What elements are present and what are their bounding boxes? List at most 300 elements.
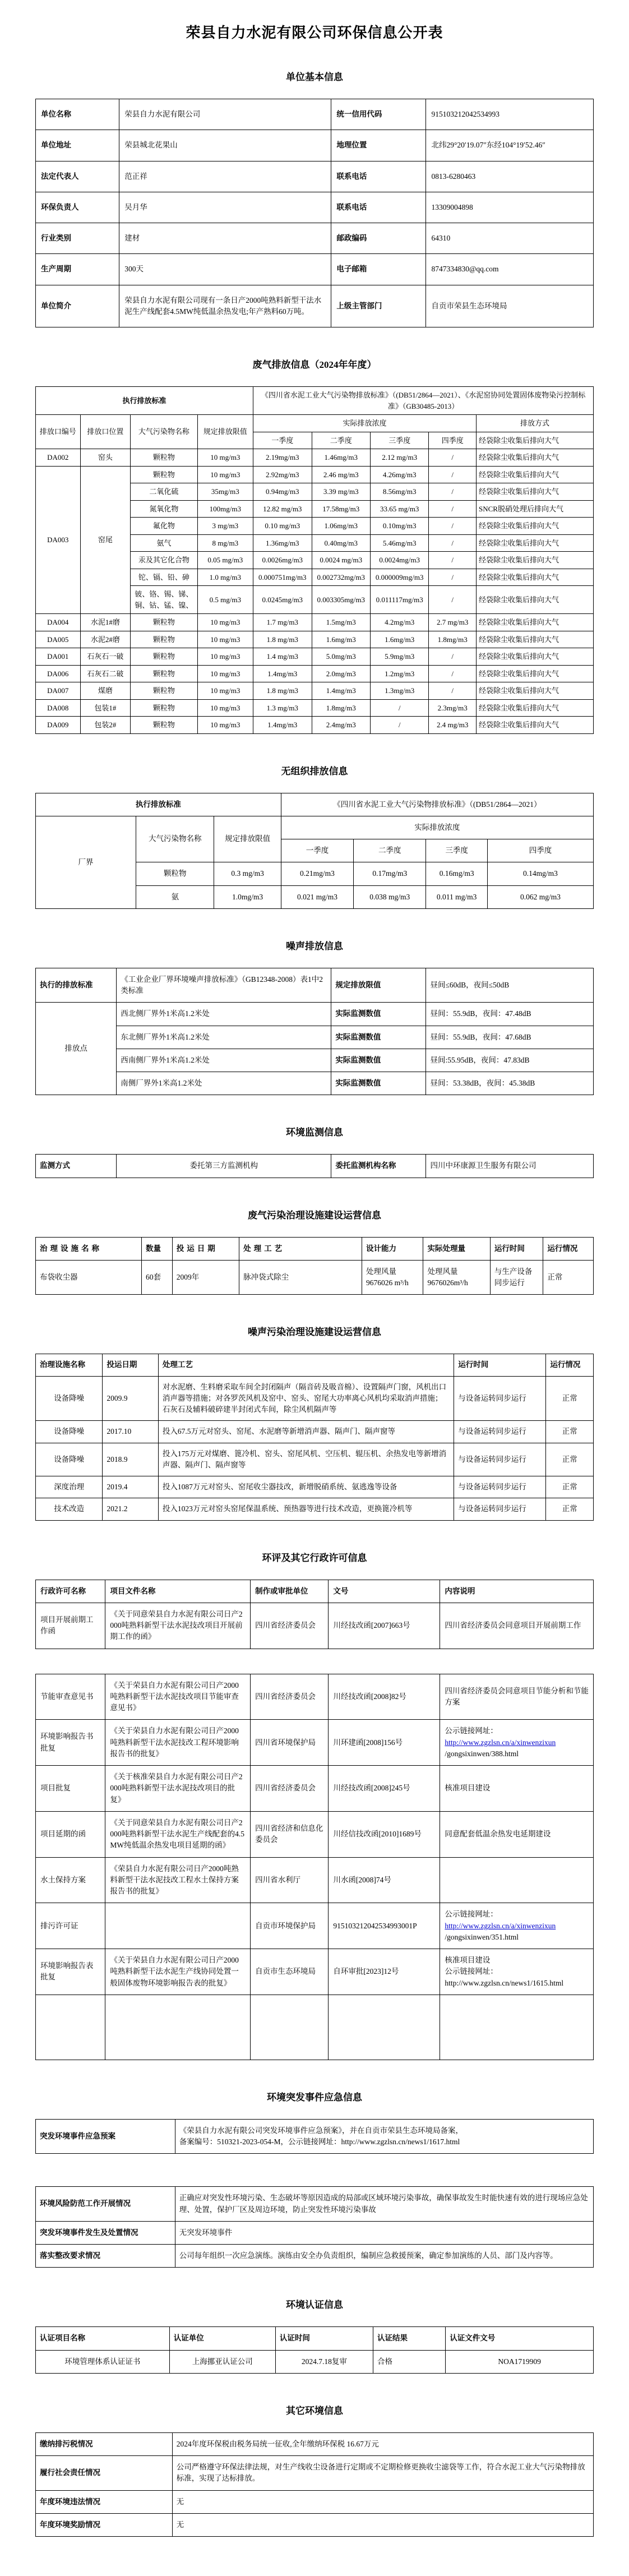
table-cell: 大气污染物名称 [136,816,214,862]
table-cell: 《关于荣县自力水泥有限公司日产2000吨熟料新型干法水泥生产线协同处置一般固体废物环境影响报告表的批复》 [105,1949,251,1995]
table-cell: 2.3mg/m3 [429,699,477,717]
other-env-tables [35,2432,594,2537]
table-row [36,717,594,734]
table-cell: 10 mg/m3 [197,631,253,648]
table-cell: 0.16mg/m3 [426,862,487,885]
exhaust-emission-table [35,386,594,734]
table-cell: 5.0mg/m3 [312,648,370,666]
section-exhaust-emission [35,357,594,734]
table-row [36,648,594,666]
table-row [36,1995,594,2060]
table-cell: 1.0 mg/m3 [197,569,253,586]
external-link[interactable]: http://www.zgzlsn.cn/a/xinwenzixun [445,1738,556,1747]
section-noise-emission [35,938,594,1096]
certification-table [35,2326,594,2374]
table-cell: 与设备运转同步运行 [454,1498,546,1520]
table-cell: 2024.7.18复审 [275,2350,373,2373]
table-cell: 四川省经济委员会同意项目节能分析和节能方案 [440,1674,594,1720]
table-cell: 正常 [543,1260,594,1295]
table-cell: 33.65 mg/m3 [370,500,428,518]
table-cell: 0813-6280463 [426,161,594,192]
table-cell: / [429,449,477,467]
table-cell: 2.19mg/m3 [253,449,312,467]
table-cell: 1.3 mg/m3 [253,699,312,717]
table-cell: 水泥2#磨 [80,631,131,648]
table-cell: 17.58mg/m3 [312,500,370,518]
noise-emission-table [35,968,594,1096]
table-cell: 四川省经济和信息化委员会 [251,1811,329,1857]
other-env-table [35,2432,594,2537]
table-cell: 2017.10 [103,1421,159,1443]
table-cell [423,1260,490,1295]
table-cell: 投入1087万元对窑头、窑尾收尘器技改，新增脱硝系统、氨逃逸等设备 [158,1476,454,1498]
table-cell: 四季度 [429,432,477,449]
table-cell: 0.0026mg/m3 [253,552,312,569]
table-cell: / [370,717,428,734]
text-segment: http://www.zgzlsn.cn/news1/1615.html [445,1978,564,1987]
table-cell: 一季度 [253,432,312,449]
table-cell: 深度治理 [36,1476,103,1498]
text-segment: 公示链接网址： [445,1910,498,1919]
table-cell: 10 mg/m3 [197,449,253,467]
table-cell: 300天 [119,254,331,285]
table-cell: DA001 [36,648,81,666]
table-cell: DA008 [36,699,81,717]
section-fugitive-emission [35,763,594,909]
table-cell: 内容说明 [440,1580,594,1603]
table-cell: 规定排放限值 [197,415,253,449]
table-cell: 2009年 [172,1260,239,1295]
section-certification [35,2297,594,2374]
table-cell: 64310 [426,223,594,254]
table-cell: 三季度 [426,839,487,862]
table-cell: 正常 [546,1443,594,1476]
table-cell: 8 mg/m3 [197,534,253,552]
text-segment: /gongsixinwen/388.html [445,1749,519,1758]
table-cell: 上级主管部门 [331,285,426,327]
table-cell [105,1903,251,1949]
table-cell: 0.038 mg/m3 [354,885,426,908]
eia-permits-table-1 [35,1580,594,1649]
table-cell: 0.0024 mg/m3 [312,552,370,569]
table-cell: 915103212042534993001P [329,1903,440,1949]
table-cell [440,1995,594,2060]
table-cell: 二季度 [312,432,370,449]
table-row [36,2221,594,2244]
table-cell: 10 mg/m3 [197,717,253,734]
table-row [36,1903,594,1949]
table-cell: 与设备运转同步运行 [454,1421,546,1443]
section-title: 单位基本信息 [286,72,343,82]
table-cell: 经袋除尘收集后排向大气 [477,569,594,586]
table-cell: 13309004898 [426,192,594,223]
table-cell: 0.000751mg/m3 [253,569,312,586]
table-row [36,2327,594,2350]
section-title: 环境监测信息 [286,1127,343,1138]
table-cell: 执行的排放标准 [36,968,117,1003]
eia-permits-table-2 [35,1674,594,2060]
page-title: 荣县自力水泥有限公司环保信息公开表 [186,25,443,41]
table-cell [440,1903,594,1949]
table-cell: / [370,699,428,717]
table-cell: 《关于同意荣县自力水泥有限公司日产2000吨熟料新型干法水泥技改项目开展前期工作的函》 [105,1603,251,1649]
table-cell [251,1995,329,2060]
table-cell: 0.003305mg/m3 [312,586,370,614]
table-cell: 颗粒物 [131,631,197,648]
table-cell: 0.3 mg/m3 [214,862,281,885]
table-cell: 核准项目建设 [440,1766,594,1812]
table-cell: 1.8 mg/m3 [253,631,312,648]
table-row [36,1421,594,1443]
table-cell: 实际监测数值 [331,1003,426,1026]
company-name: 荣县自力水泥有限公司 [119,99,331,130]
table-cell: 氨 [136,885,214,908]
table-cell: 公司每年组织一次应急演练。演练由安全办负责组织，编制应急救援预案，确定参加演练的人员、部门及内容等。 [175,2245,593,2268]
table-cell: 10 mg/m3 [197,466,253,483]
table-cell: 水土保持方案 [36,1857,105,1903]
table-row [36,1720,594,1766]
table-cell: 2019.4 [103,1476,159,1498]
table-cell: 经袋除尘收集后排向大气 [477,466,594,483]
table-cell: 1.36mg/m3 [253,534,312,552]
table-cell: 2.0mg/m3 [312,665,370,682]
table-cell: DA004 [36,614,81,631]
table-cell: 石灰石二破 [80,665,131,682]
table-row [36,2490,594,2513]
table-cell: 处理工艺 [158,1354,454,1376]
external-link[interactable]: http://www.zgzlsn.cn/a/xinwenzixun [445,1921,556,1930]
table-cell: 生产周期 [36,254,119,285]
table-cell: 1.6mg/m3 [312,631,370,648]
table-cell: 实际处理量 [423,1237,490,1260]
table-cell: 荣县自力水泥有限公司现有一条日产2000吨熟料新型干法水泥生产线配套4.5MW纯低温余热发电;年产熟料60万吨。 [119,285,331,327]
table-cell: 运行情况 [546,1354,594,1376]
table-cell: 1.4mg/m3 [253,717,312,734]
table-cell: 昼间≤60dB，夜间≤50dB [426,968,594,1003]
table-row [36,631,594,648]
table-row [36,1237,594,1260]
table-cell: 制作或审批单位 [251,1580,329,1603]
table-cell: 0.5 mg/m3 [197,586,253,614]
text-segment: 处理风量 [366,1267,397,1276]
emergency-tables [35,2119,594,2268]
table-cell: 三季度 [370,432,428,449]
table-cell: 颗粒物 [131,717,197,734]
table-cell: 电子邮箱 [331,254,426,285]
table-cell: 颗粒物 [131,665,197,682]
table-cell: 环保负责人 [36,192,119,223]
table-cell: 0.011 mg/m3 [426,885,487,908]
table-cell: 认证时间 [275,2327,373,2350]
table-row [36,1072,594,1095]
table-cell: 《四川省水泥工业大气污染物排放标准》（(DB51/2864—2021）、《水泥窑协同处置固体废物染污控制标准》（GB30485-2013） [253,387,594,415]
table-cell: 脉冲袋式除尘 [239,1260,362,1295]
table-cell: 包装2# [80,717,131,734]
table-row [36,665,594,682]
table-cell: 四季度 [487,839,593,862]
table-row [36,1476,594,1498]
table-row [36,1857,594,1903]
table-cell: 规定排放限值 [331,968,426,1003]
table-cell: 铊、镉、铅、砷 [131,569,197,586]
section-title: 废气排放信息（2024年年度） [252,359,377,370]
fugitive-emission-table [35,793,594,909]
table-cell: 四川省经济委员会 [251,1674,329,1720]
table-cell: 8.56mg/m3 [370,483,428,501]
table-cell: / [429,500,477,518]
table-cell: 颗粒物 [131,699,197,717]
table-cell: 排放口位置 [80,415,131,449]
noise-treatment-table [35,1354,594,1520]
table-row [36,449,594,467]
table-cell: 投运日期 [172,1237,239,1260]
table-row [36,1155,594,1178]
table-cell: 0.011117mg/m3 [370,586,428,614]
unit-basic-info-tables [35,99,594,327]
table-cell: 自贡市生态环境局 [251,1949,329,1995]
table-row [36,1580,594,1603]
table-cell: 厂界 [36,816,136,908]
text-segment: 处理风量 [427,1267,458,1276]
table-cell: 荣县城北花果山 [119,130,331,161]
table-cell: 突发环境事件发生及处置情况 [36,2221,175,2244]
table-cell: 四川省经济委员会 [251,1766,329,1812]
table-cell: 运行时间 [490,1237,543,1260]
table-cell: 5.46mg/m3 [370,534,428,552]
table-cell: 治理设施名称 [36,1237,142,1260]
table-cell: 1.46mg/m3 [312,449,370,467]
section-eia-permits [35,1550,594,2060]
table-row [36,1674,594,1720]
table-cell: 项目开展前期工作函 [36,1603,105,1649]
table-cell: 经袋除尘收集后排向大气 [477,518,594,535]
table-cell: 0.021 mg/m3 [281,885,353,908]
table-cell: 经袋除尘收集后排向大气 [477,682,594,700]
table-cell: 环境风险防范工作开展情况 [36,2187,175,2222]
table-row [36,2513,594,2536]
table-cell: 正常 [546,1376,594,1421]
table-row [36,2245,594,2268]
section-title: 无组织排放信息 [281,765,348,777]
table-cell: 实际监测数值 [331,1049,426,1072]
table-cell [329,1995,440,2060]
table-cell: 合格 [373,2350,445,2373]
table-cell: 2009.9 [103,1376,159,1421]
table-cell: 川水函[2008]74号 [329,1857,440,1903]
table-cell: 1.5mg/m3 [312,614,370,631]
table-cell: 节能审查意见书 [36,1674,105,1720]
gas-treatment-tables [35,1237,594,1295]
table-row [36,2119,594,2154]
table-cell: 0.000009mg/m3 [370,569,428,586]
table-row [36,1376,594,1421]
text-segment: 公示链接网址： [445,1726,498,1735]
table-cell: 对水泥磨、生料磨采取车间全封闭隔声（隔音砖及吸音棉）、设置隔声门窗，风机出口消声器等措施；对各罗茨风机及窑中、窑头、窑尾大功率离心风机均采取消声措施；石灰石及辅料破碎建半封闭式车间，除尘风机隔声等 [158,1376,454,1421]
table-cell: 2.4mg/m3 [312,717,370,734]
text-segment: 《荣县自力水泥有限公司突发环境事件应急预案》，并在自贡市荣县生态环境局备案， [179,2126,463,2135]
table-cell: 水泥1#磨 [80,614,131,631]
table-cell: 自环审批[2023]12号 [329,1949,440,1995]
table-cell: 委托第三方监测机构 [117,1155,331,1178]
table-row [36,1443,594,1476]
table-cell: 经袋除尘收集后排向大气 [477,699,594,717]
noise-emission-tables [35,968,594,1096]
table-row [36,387,594,415]
table-cell [440,1949,594,1995]
table-cell: 单位简介 [36,285,119,327]
table-cell: 经袋除尘收集后排向大气 [477,483,594,501]
table-row [36,415,594,432]
table-cell: 实际监测数值 [331,1072,426,1095]
table-cell: 3 mg/m3 [197,518,253,535]
table-cell: 0.40mg/m3 [312,534,370,552]
table-cell: 汞及其它化合物 [131,552,197,569]
table-cell: 4.2mg/m3 [370,614,428,631]
table-cell [440,1857,594,1903]
table-cell: 统一信用代码 [331,99,426,130]
section-title: 噪声污染治理设施建设运营信息 [248,1327,381,1338]
table-cell: / [429,648,477,666]
table-row [36,2432,594,2455]
table-cell: 实际排放浓度 [253,415,477,432]
table-cell: 1.6mg/m3 [370,631,428,648]
table-cell: 3.39 mg/m3 [312,483,370,501]
table-row [36,192,594,223]
table-cell: 无 [172,2513,593,2536]
table-cell: NOA1719909 [446,2350,594,2373]
text-segment: 公示链接网址： [445,1967,498,1976]
table-cell: 联系电话 [331,161,426,192]
table-cell: 《关于同意荣县自力水泥有限公司日产2000吨熟料新型干法水泥生产线配套的4.5MW纯低温余热发电项目延期的函》 [105,1811,251,1857]
section-emergency [35,2089,594,2268]
table-cell [362,1260,423,1295]
table-cell: 与设备运转同步运行 [454,1476,546,1498]
table-cell: 4.26mg/m3 [370,466,428,483]
noise-treatment-tables [35,1354,594,1520]
table-cell: 10 mg/m3 [197,699,253,717]
table-cell: 布袋收尘器 [36,1260,142,1295]
table-cell: / [429,569,477,586]
emergency-detail-table [35,2186,594,2268]
table-cell: 经袋除尘收集后排向大气 [477,717,594,734]
table-cell: 昼间：55.9dB，夜间：47.48dB [426,1003,594,1026]
table-cell: 0.062 mg/m3 [487,885,593,908]
table-cell: 1.4mg/m3 [253,665,312,682]
table-cell: 正常 [546,1498,594,1520]
certification-tables [35,2326,594,2374]
table-row [36,968,594,1003]
table-cell [175,2119,593,2154]
table-cell: 委托监测机构名称 [331,1155,426,1178]
table-cell: DA003 [36,466,81,614]
table-cell: 年度环境违法情况 [36,2490,173,2513]
text-segment: 9676026 m³/h [366,1278,409,1287]
table-cell: 10 mg/m3 [197,665,253,682]
table-cell: 正确应对突发性环境污染、生态破坏等原因造成的局部或区域环境污染事故，确保事故发生时能快速有效的进行现场应急处理、处置，保护厂区及周边环境，防止突发性环境污染事故 [175,2187,593,2222]
table-cell: 运行时间 [454,1354,546,1376]
table-cell: 10 mg/m3 [197,648,253,666]
table-row [36,1260,594,1295]
section-title: 噪声排放信息 [286,940,343,952]
table-cell: 无 [172,2490,593,2513]
table-cell: 川经信技改函[2010]1689号 [329,1811,440,1857]
table-cell: 行业类别 [36,223,119,254]
table-cell: 北纬29°20′19.07″东经104°19′52.46″ [426,130,594,161]
table-row [36,130,594,161]
table-cell: 数量 [142,1237,173,1260]
table-cell: 川环建函[2008]156号 [329,1720,440,1766]
section-unit-basic-info [35,69,594,327]
table-cell: 《工业企业厂界环境噪声排放标准》（GB12348-2008）表1中2类标准 [117,968,331,1003]
table-cell: 2.46 mg/m3 [312,466,370,483]
table-cell: 年度环境奖励情况 [36,2513,173,2536]
table-row [36,254,594,285]
table-cell: 监测方式 [36,1155,117,1178]
table-cell: 治理设施名称 [36,1354,103,1376]
table-cell: 西南侧厂界外1米高1.2米处 [117,1049,331,1072]
table-cell: 项目批复 [36,1766,105,1812]
text-segment: 备案编号：510321-2023-054-M，公示链接网址：http://www.zgzlsn.cn/news1/1617.html [179,2138,460,2146]
table-cell: 与设备运转同步运行 [454,1443,546,1476]
table-cell: / [429,665,477,682]
table-cell: 实际排放浓度 [281,816,593,839]
table-cell: 氨气 [131,534,197,552]
section-title: 废气污染治理设施建设运营信息 [248,1209,381,1221]
table-cell: 昼间：53.38dB，夜间：45.38dB [426,1072,594,1095]
table-cell: 排污许可证 [36,1903,105,1949]
table-row [36,161,594,192]
fugitive-emission-tables [35,793,594,909]
table-cell: DA005 [36,631,81,648]
table-cell: 环境管理体系认证证书 [36,2350,170,2373]
table-cell: 0.10 mg/m3 [253,518,312,535]
table-cell: 昼间：55.9dB，夜间：47.68dB [426,1026,594,1049]
table-cell: 邮政编码 [331,223,426,254]
table-cell: 0.002732mg/m3 [312,569,370,586]
table-cell: 设备降噪 [36,1376,103,1421]
section-gas-treatment-facilities [35,1207,594,1295]
table-cell: 颗粒物 [131,466,197,483]
table-cell: 2024年度环保税由税务局统一征收,全年缴纳环保税 16.67万元 [172,2432,593,2455]
table-cell: 经袋除尘收集后排向大气 [477,432,594,449]
section-noise-treatment-facilities [35,1324,594,1520]
table-cell: 10 mg/m3 [197,614,253,631]
table-cell: 0.05 mg/m3 [197,552,253,569]
table-cell: SNCR脱硝处理后排向大气 [477,500,594,518]
table-cell: 2.4 mg/m3 [429,717,477,734]
table-row [36,1766,594,1812]
table-cell: 包装1# [80,699,131,717]
table-cell: 川经技改函[2008]82号 [329,1674,440,1720]
table-row [36,2187,594,2222]
table-cell: 0.94mg/m3 [253,483,312,501]
table-cell: 颗粒物 [131,614,197,631]
table-cell: 东北侧厂界外1米高1.2米处 [117,1026,331,1049]
table-cell: 2.7 mg/m3 [429,614,477,631]
table-cell: 设计能力 [362,1237,423,1260]
table-cell: / [429,682,477,700]
table-cell: 12.82 mg/m3 [253,500,312,518]
table-cell: 投入175万元对煤磨、篦冷机、窑头、窑尾风机、空压机、辊压机、余热发电等新增消声器、隔声门、隔声窗等 [158,1443,454,1476]
section-title: 环境认证信息 [286,2300,343,2311]
table-cell: 投入1023万元对窑头窑尾保温系统、预热器等进行技术改造，更换篦冷机等 [158,1498,454,1520]
table-cell: 《荣县自力水泥有限公司日产2000吨熟料新型干法水泥技改工程水土保持方案报告书的批复》 [105,1857,251,1903]
table-cell: 经袋除尘收集后排向大气 [477,449,594,467]
table-cell: DA007 [36,682,81,700]
table-row [36,285,594,327]
table-cell: 南侧厂界外1米高1.2米处 [117,1072,331,1095]
table-cell: 1.06mg/m3 [312,518,370,535]
